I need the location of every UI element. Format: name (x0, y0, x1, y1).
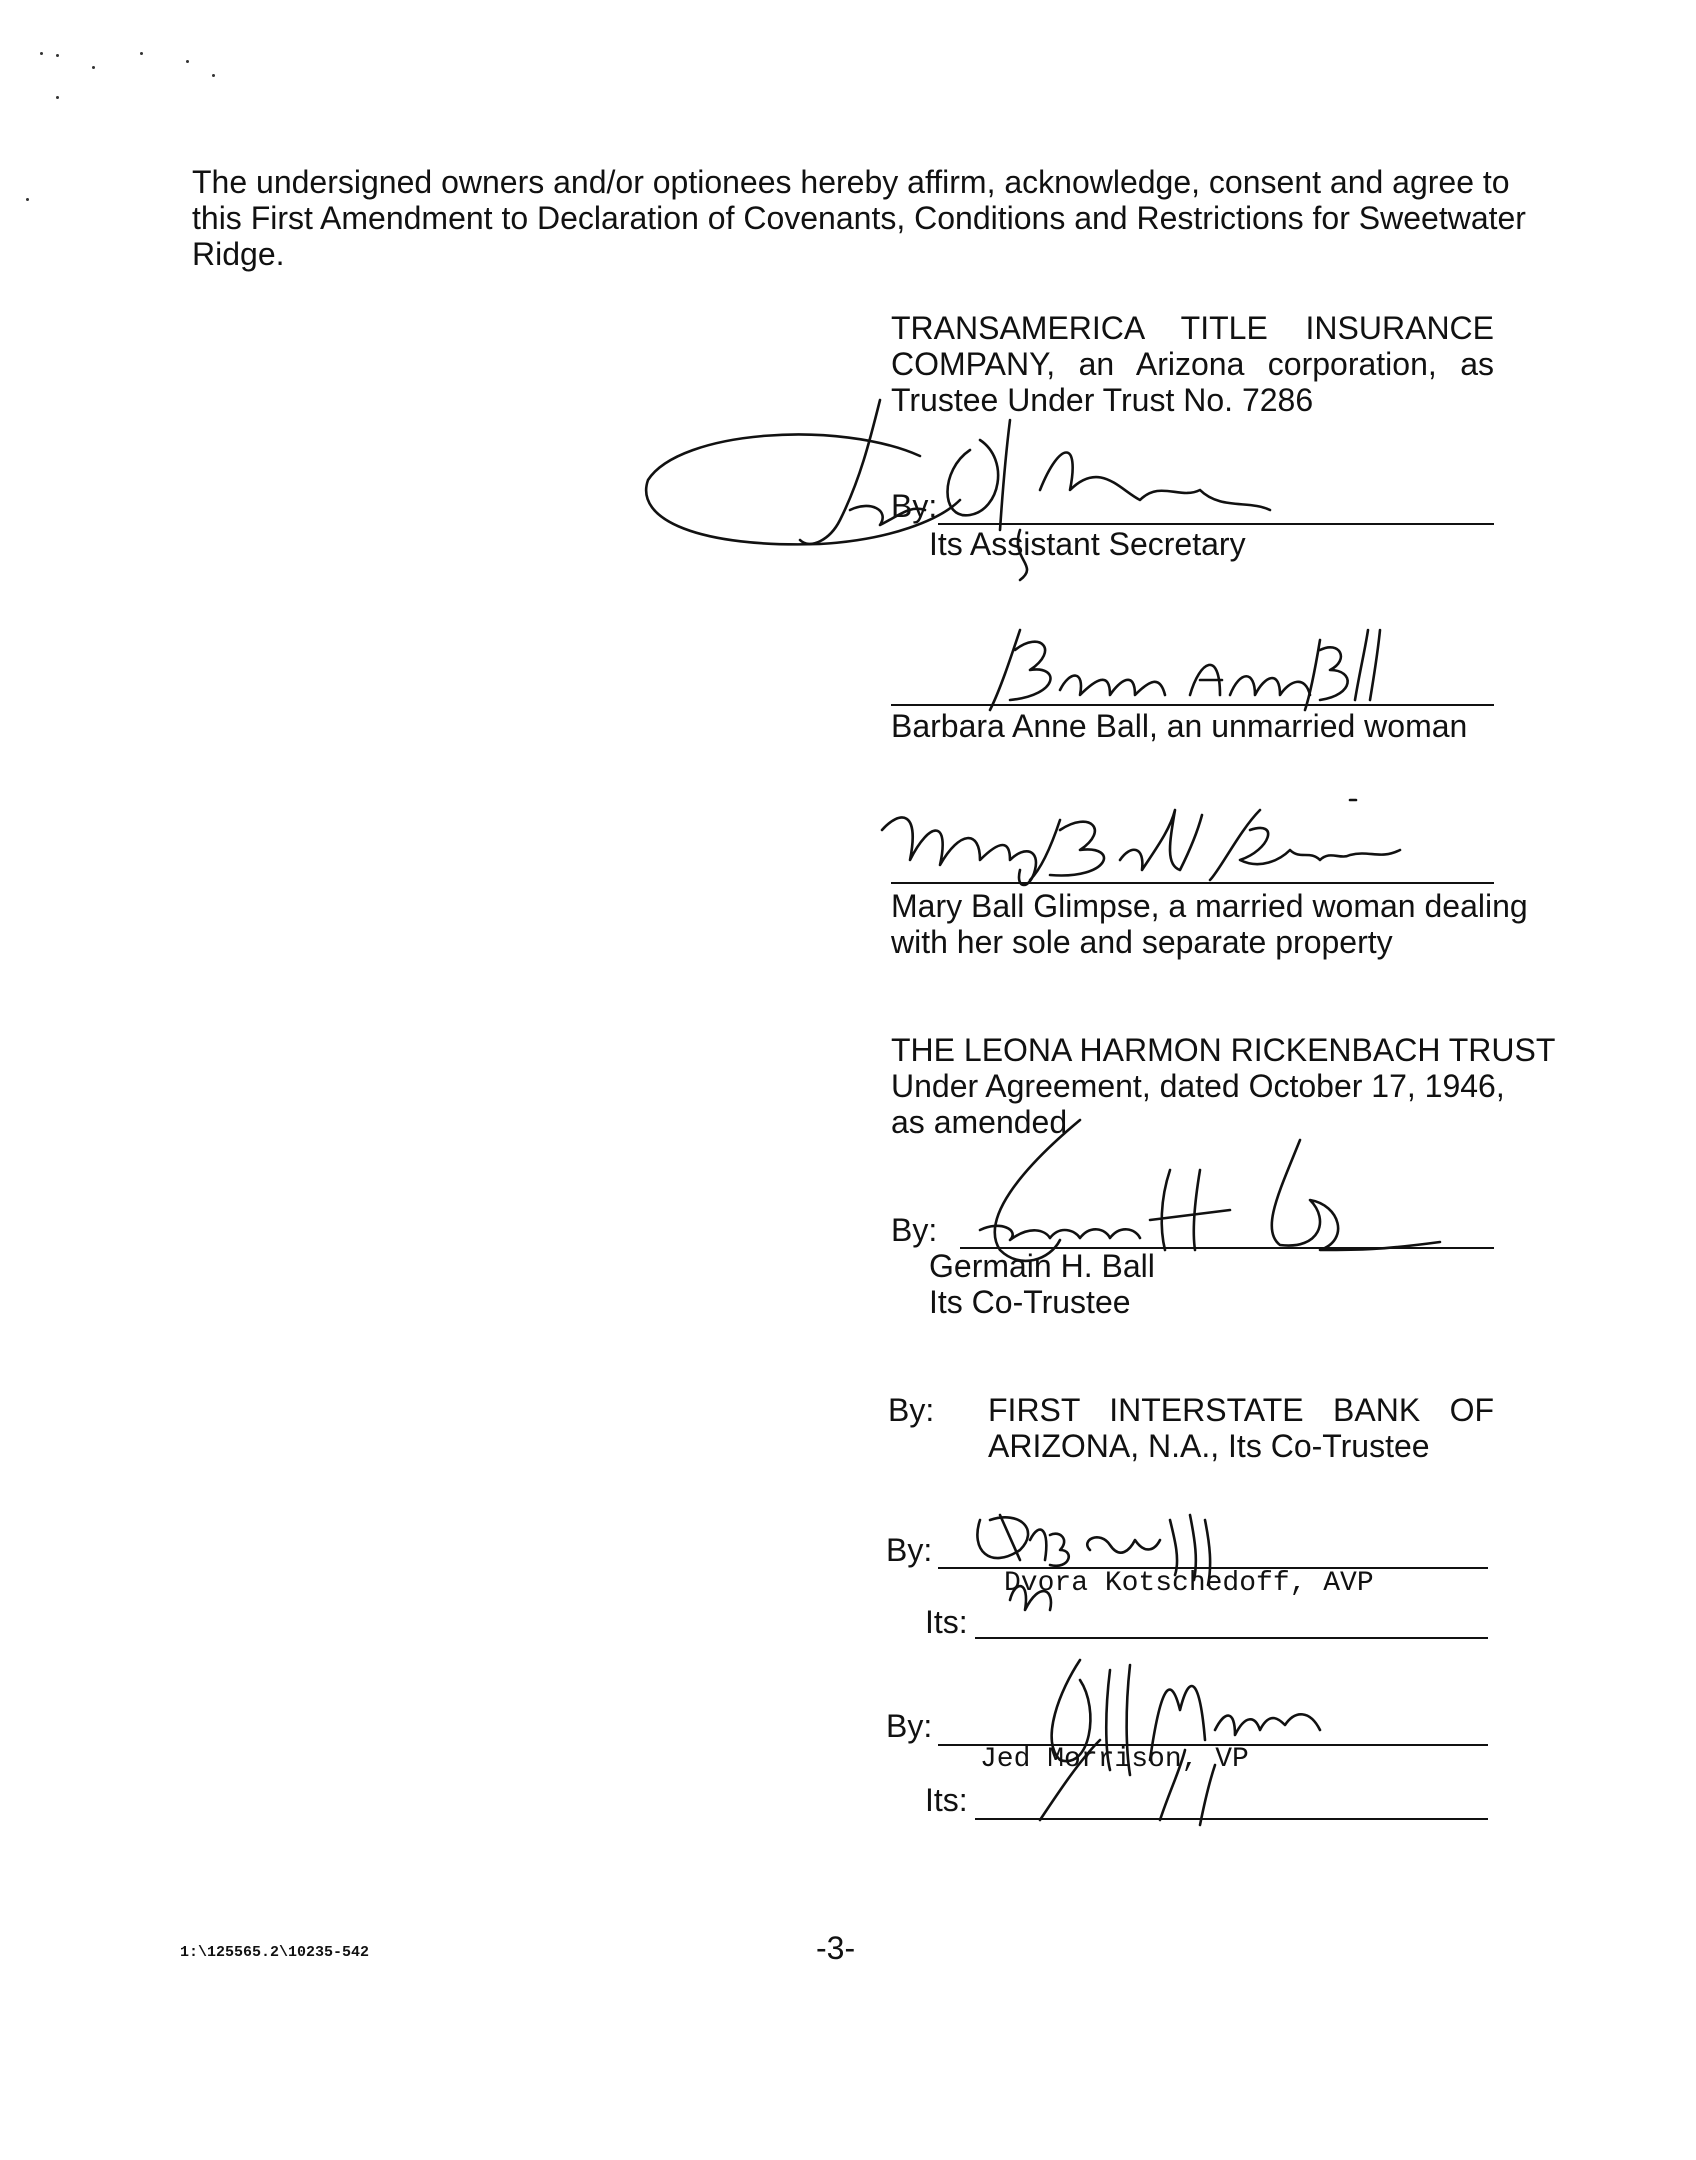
trust-signer-name: Germain H. Ball (929, 1248, 1155, 1284)
dvora-by-label: By: (886, 1532, 933, 1568)
dvora-signature (960, 1500, 1300, 1620)
transamerica-signature (640, 400, 1360, 600)
dvora-its-line (975, 1637, 1488, 1639)
barbara-caption: Barbara Anne Ball, an unmarried woman (891, 708, 1468, 744)
dvora-its-label: Its: (925, 1604, 968, 1640)
trust-by-label: By: (891, 1212, 938, 1248)
scan-speck (212, 74, 215, 77)
bank-line-1: FIRST INTERSTATE BANK OF (988, 1392, 1494, 1428)
bank-by-label: By: (888, 1392, 935, 1428)
trust-line-3: as amended (891, 1104, 1068, 1140)
transamerica-line-2: COMPANY, an Arizona corporation, as (891, 346, 1494, 382)
scan-speck (26, 198, 29, 201)
intro-line-3: Ridge. (192, 236, 285, 272)
transamerica-line-3: Trustee Under Trust No. 7286 (891, 382, 1314, 418)
trust-line-1: THE LEONA HARMON RICKENBACH TRUST (891, 1032, 1556, 1068)
page-number: -3- (816, 1930, 856, 1966)
trust-signer-title: Its Co-Trustee (929, 1284, 1131, 1320)
scan-speck (56, 54, 59, 57)
mary-signature-line (891, 882, 1494, 884)
jed-by-label: By: (886, 1708, 933, 1744)
mary-caption-line-1: Mary Ball Glimpse, a married woman dealing (891, 888, 1528, 924)
intro-line-1: The undersigned owners and/or optionees hereby affirm, acknowledge, consent and agree to (192, 164, 1510, 200)
barbara-signature-line (891, 704, 1494, 706)
bank-line-2: ARIZONA, N.A., Its Co-Trustee (988, 1428, 1430, 1464)
jed-its-label: Its: (925, 1782, 968, 1818)
transamerica-signature-line (938, 523, 1494, 525)
jed-its-line (975, 1818, 1488, 1820)
trust-line-2: Under Agreement, dated October 17, 1946, (891, 1068, 1505, 1104)
scan-speck (56, 96, 59, 99)
scan-speck (92, 66, 95, 69)
file-code: 1:\125565.2\10235-542 (180, 1944, 370, 1961)
transamerica-by-label: By: (891, 488, 938, 524)
scan-speck (186, 60, 189, 63)
jed-typed-name: Jed Morrison, VP (980, 1744, 1249, 1775)
dvora-typed-name: Dvora Kotschedoff, AVP (1004, 1568, 1374, 1599)
scan-speck (140, 52, 143, 55)
transamerica-signer-title: Its Assistant Secretary (929, 526, 1246, 562)
transamerica-line-1: TRANSAMERICA TITLE INSURANCE (891, 310, 1494, 346)
intro-line-2: this First Amendment to Declaration of Covenants, Conditions and Restrictions for Sweetwater (192, 200, 1526, 236)
mary-caption-line-2: with her sole and separate property (891, 924, 1393, 960)
jed-signature (1020, 1650, 1340, 1830)
scan-speck (40, 52, 43, 55)
